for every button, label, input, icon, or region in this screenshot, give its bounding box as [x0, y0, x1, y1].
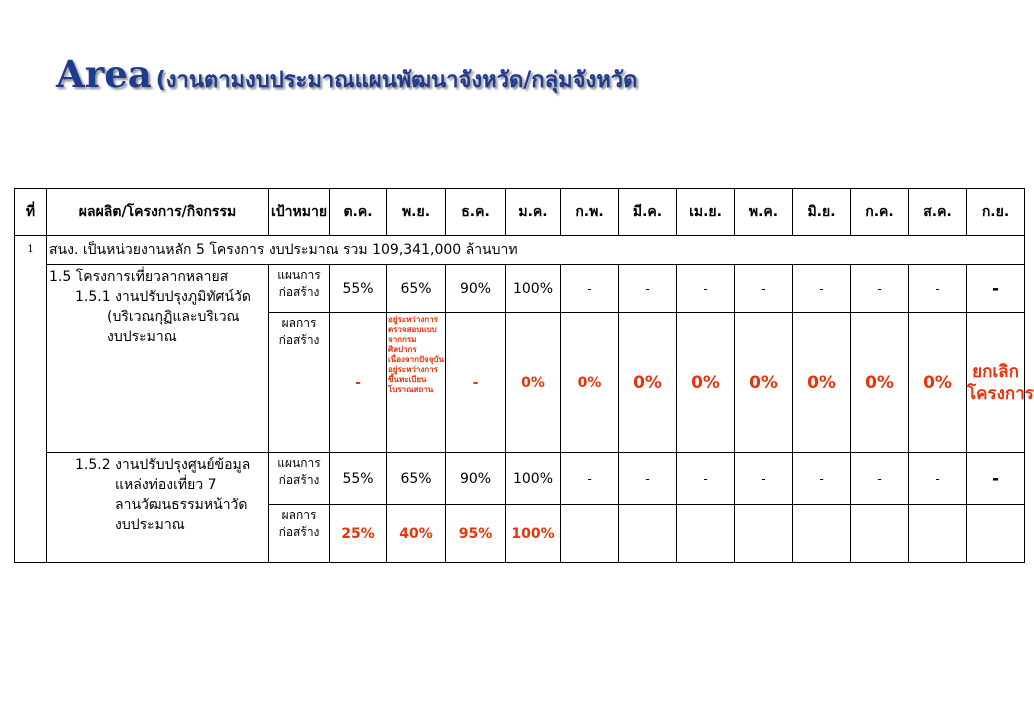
project-line: งบประมาณ [107, 329, 177, 345]
project-line: ลานวัฒนธรรมหน้าวัด [115, 497, 248, 513]
p2-result-cell [851, 505, 909, 563]
p2-result-cell [793, 505, 851, 563]
header-month: ส.ค. [909, 189, 967, 236]
project-1-description [47, 265, 269, 453]
p1-result-cell: 0% [677, 313, 735, 453]
p2-plan-cell: - [967, 453, 1025, 505]
header-month: ก.พ. [561, 189, 619, 236]
summary-row [15, 236, 1025, 265]
p1-result-cancel: ยกเลิกโครงการ [967, 313, 1025, 453]
p2-plan-cell: - [793, 453, 851, 505]
p2-result-cell: 25% [330, 505, 387, 563]
title-main: Area [56, 52, 152, 96]
project-line: 1.5 โครงการเที่ยวลากหลายส [49, 269, 229, 285]
p1-plan-cell: - [793, 265, 851, 313]
p1-plan-cell: - [677, 265, 735, 313]
page-title [56, 52, 637, 97]
p2-plan-cell: - [735, 453, 793, 505]
result-label: ผลการก่อสร้าง [269, 313, 330, 453]
header-month: ก.ค. [851, 189, 909, 236]
header-month: ต.ค. [330, 189, 387, 236]
plan-label: แผนการก่อสร้าง [269, 265, 330, 313]
p2-plan-cell: 90% [446, 453, 506, 505]
p2-plan-cell: 65% [387, 453, 446, 505]
p2-plan-cell: - [909, 453, 967, 505]
header-month: เม.ย. [677, 189, 735, 236]
p1-result-cell: - [446, 313, 506, 453]
p2-result-cell [735, 505, 793, 563]
row-number: 1 [15, 236, 47, 563]
p2-result-cell [561, 505, 619, 563]
p1-result-cell: 0% [909, 313, 967, 453]
header-month: ม.ค. [506, 189, 561, 236]
p1-plan-cell: - [619, 265, 677, 313]
p1-plan-cell: - [967, 265, 1025, 313]
p2-result-cell [677, 505, 735, 563]
header-month: ธ.ค. [446, 189, 506, 236]
header-target: เป้าหมาย [269, 189, 330, 236]
p1-plan-cell: 65% [387, 265, 446, 313]
p1-result-cell: 0% [851, 313, 909, 453]
project-line: (บริเวณกุฏิและบริเวณ [107, 309, 240, 325]
p1-result-cell: 0% [561, 313, 619, 453]
header-row [15, 189, 1025, 236]
p1-result-cell: 0% [619, 313, 677, 453]
p1-plan-cell: 100% [506, 265, 561, 313]
p2-result-cell [967, 505, 1025, 563]
p2-plan-cell: - [619, 453, 677, 505]
progress-table [14, 188, 1034, 563]
project-2-description [47, 453, 269, 563]
p2-result-cell [909, 505, 967, 563]
header-item: ผลผลิต/โครงการ/กิจกรรม [47, 189, 269, 236]
p1-result-cell: - [330, 313, 387, 453]
p2-plan-cell: 55% [330, 453, 387, 505]
p1-plan-cell: - [851, 265, 909, 313]
summary-text: สนง. เป็นหน่วยงานหลัก 5 โครงการ งบประมาณ รวม 109,341,000 ล้านบาท [47, 236, 1025, 265]
p2-result-cell: 95% [446, 505, 506, 563]
p2-result-cell: 100% [506, 505, 561, 563]
header-no: ที่ [15, 189, 47, 236]
header-month: มิ.ย. [793, 189, 851, 236]
p2-result-cell [619, 505, 677, 563]
header-month: พ.ค. [735, 189, 793, 236]
project-line: แหล่งท่องเที่ยว 7 [115, 477, 217, 493]
p2-plan-cell: - [851, 453, 909, 505]
p1-plan-cell: - [561, 265, 619, 313]
p1-plan-row [15, 265, 1025, 313]
p1-result-cell: 0% [793, 313, 851, 453]
p1-result-cell: 0% [735, 313, 793, 453]
project-line: 1.5.2 งานปรับปรุงศูนย์ข้อมูล [75, 457, 251, 473]
project-line: 1.5.1 งานปรับปรุงภูมิทัศน์วัด [75, 289, 251, 305]
p2-plan-cell: - [561, 453, 619, 505]
plan-label: แผนการก่อสร้าง [269, 453, 330, 505]
p1-plan-cell: 55% [330, 265, 387, 313]
title-sub: (งานตามงบประมาณแผนพัฒนาจังหวัด/กลุ่มจังหวัด [155, 68, 638, 93]
header-month: มี.ค. [619, 189, 677, 236]
project-line: งบประมาณ [115, 517, 185, 533]
p2-plan-row [15, 453, 1025, 505]
header-month: ก.ย. [967, 189, 1025, 236]
p1-result-note: อยู่ระหว่างการตรวจสอบแบบจากกรมศิลปากร เนื่องจากปัจจุบันอยู่ระหว่างการขึ้นทะเบียนโบราณสถาน [387, 313, 446, 453]
p1-result-cell: 0% [506, 313, 561, 453]
p1-plan-cell: 90% [446, 265, 506, 313]
p2-plan-cell: - [677, 453, 735, 505]
p2-result-cell: 40% [387, 505, 446, 563]
result-label: ผลการก่อสร้าง [269, 505, 330, 563]
p1-plan-cell: - [909, 265, 967, 313]
p2-plan-cell: 100% [506, 453, 561, 505]
header-month: พ.ย. [387, 189, 446, 236]
p1-plan-cell: - [735, 265, 793, 313]
